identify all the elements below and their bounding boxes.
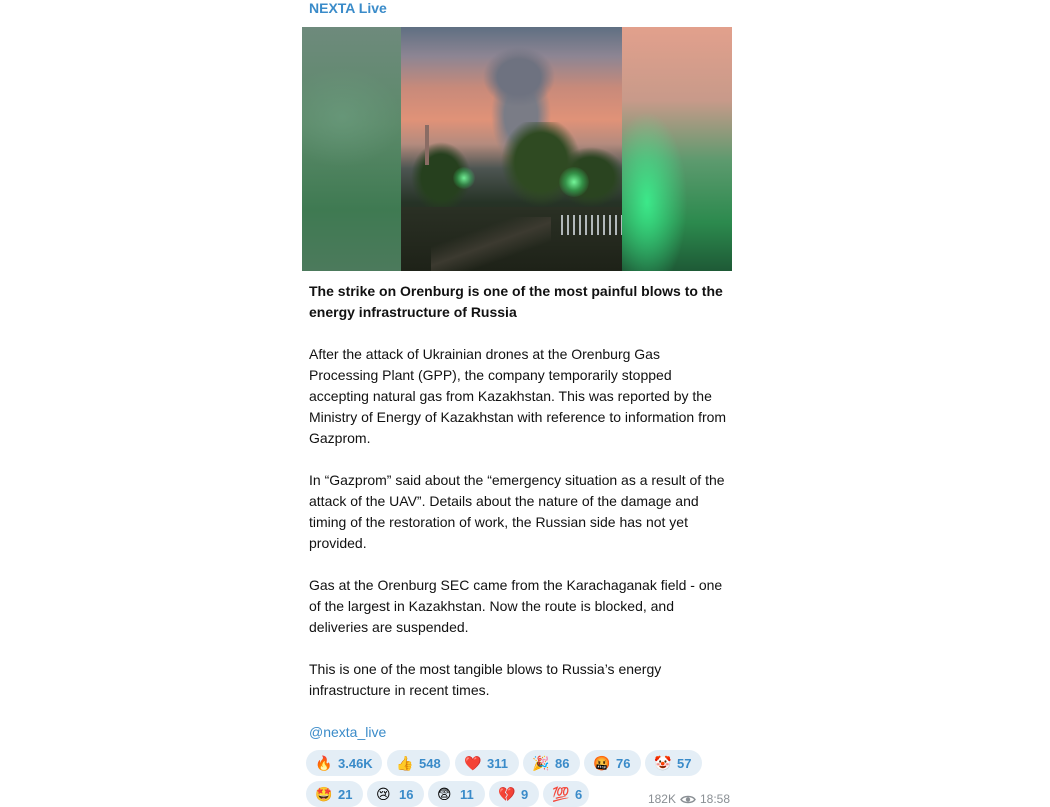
reaction-party-popper[interactable] (523, 750, 580, 776)
reaction-heart[interactable] (455, 750, 519, 776)
angry-face-icon: 🤬 (593, 755, 611, 771)
reaction-count: 76 (616, 755, 631, 771)
fearful-face-icon: 😨 (437, 786, 452, 802)
reaction-thumbs-up[interactable] (387, 750, 450, 776)
broken-heart-icon: 💔 (498, 786, 516, 802)
message-time: 18:58 (699, 792, 730, 806)
view-count: 182K (647, 792, 676, 806)
reaction-count: 9 (521, 786, 529, 802)
reaction-clown-face[interactable] (645, 750, 702, 776)
channel-name[interactable]: NEXTA Live (309, 0, 387, 16)
post-paragraph: In “Gazprom” said about the “emergency situation as a result of the attack of the UAV”. Details about the nature of the damage and timing of the restoration of work, the Russian side has not yet provided. (309, 472, 725, 551)
reaction-fire[interactable] (306, 750, 382, 776)
reaction-count: 11 (460, 786, 474, 802)
reaction-count: 86 (555, 755, 570, 771)
reaction-count: 16 (399, 786, 414, 802)
dirt-path (431, 217, 551, 271)
message-post (302, 0, 732, 807)
reaction-count: 3.46K (338, 755, 373, 771)
party-popper-icon: 🎉 (532, 755, 550, 771)
fence (561, 215, 622, 235)
green-light (453, 167, 475, 189)
reaction-broken-heart[interactable] (489, 781, 539, 807)
heart-icon: ❤️ (464, 755, 482, 771)
reaction-count: 57 (677, 755, 692, 771)
post-paragraph: Gas at the Orenburg SEC came from the Karachaganak field - one of the largest in Kazakhstan. Now the route is blocked, and deliveries are suspended. (309, 577, 723, 635)
fire-icon: 🔥 (315, 755, 333, 771)
post-paragraph: This is one of the most tangible blows to Russia’s energy infrastructure in recent times. (309, 661, 662, 698)
smokestack (425, 125, 429, 165)
crying-face-icon: 😢 (376, 786, 391, 802)
message-meta (648, 792, 730, 806)
reaction-crying-face[interactable] (367, 781, 424, 807)
post-title: The strike on Orenburg is one of the most painful blows to the energy infrastructure of Russia (309, 283, 723, 320)
thumbs-up-icon: 👍 (396, 755, 414, 771)
reaction-count: 21 (338, 786, 353, 802)
channel-handle-link[interactable]: @nexta_live (309, 724, 387, 740)
eye-icon (680, 794, 696, 805)
star-struck-icon: 🤩 (315, 786, 333, 802)
green-light (559, 167, 589, 197)
photo-image (401, 27, 622, 271)
reaction-fearful-face[interactable] (428, 781, 485, 807)
clown-face-icon: 🤡 (654, 755, 672, 771)
reaction-count: 6 (575, 786, 583, 802)
reaction-angry-face[interactable] (584, 750, 641, 776)
photo-blur-left (302, 27, 401, 271)
trees (401, 122, 622, 212)
hundred-points-icon: 💯 (552, 786, 570, 802)
reaction-count: 311 (487, 755, 508, 771)
reaction-count: 548 (419, 755, 441, 771)
reaction-star-struck[interactable] (306, 781, 363, 807)
post-paragraph: After the attack of Ukrainian drones at the Orenburg Gas Processing Plant (GPP), the company temporarily stopped accepting natural gas from Kazakhstan. This was reported by the Ministry of Energy of Kazakhstan with reference to information from Gazprom. (309, 346, 727, 446)
reaction-hundred-points[interactable] (543, 781, 589, 807)
photo-blur-right (622, 27, 732, 271)
post-photo[interactable] (302, 27, 732, 271)
